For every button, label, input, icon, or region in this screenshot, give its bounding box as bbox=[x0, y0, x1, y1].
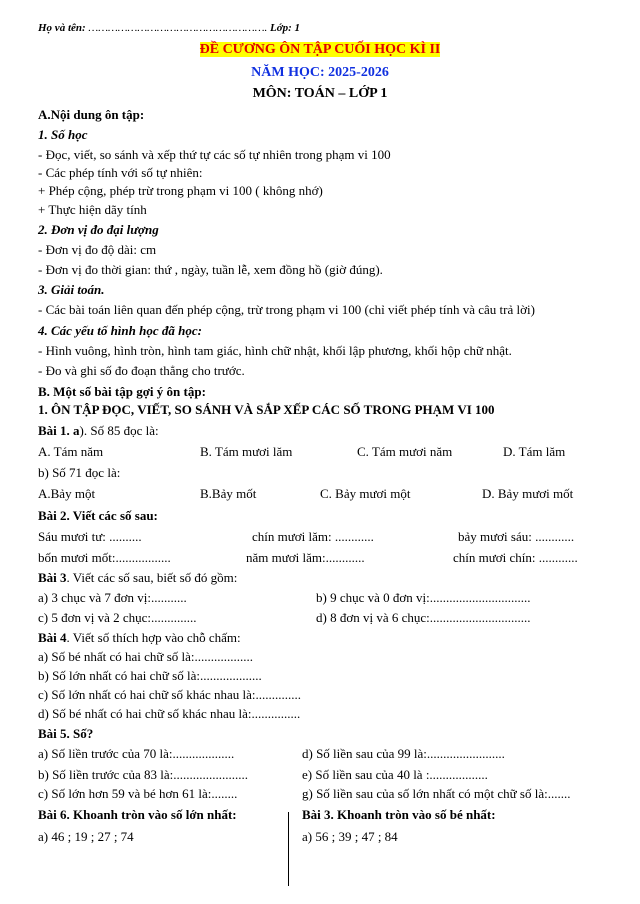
bai1-b-option: C. Bảy mươi một bbox=[320, 486, 411, 501]
title-line bbox=[0, 41, 640, 57]
bai4-item: b) Số lớn nhất có hai chữ số là:................... bbox=[38, 668, 262, 683]
bai1-b-question: b) Số 71 đọc là: bbox=[38, 465, 121, 480]
section-a-4-title: 4. Các yếu tố hình học đã học: bbox=[38, 323, 202, 338]
bai3-item: b) 9 chục và 0 đơn vị:............................... bbox=[316, 590, 531, 605]
bai5-left-item: b) Số liền trước của 83 là:....................... bbox=[38, 767, 248, 782]
bai1-a-option: D. Tám lăm bbox=[503, 444, 566, 459]
section-a-title: A.Nội dung ôn tập: bbox=[38, 107, 145, 122]
bai4-item: a) Số bé nhất có hai chữ số là:.................. bbox=[38, 649, 254, 664]
section-a-1-title: 1. Số học bbox=[38, 127, 88, 142]
bai1-b-option: A.Bảy một bbox=[38, 486, 96, 501]
bai5-right-item: d) Số liền sau của 99 là:........................ bbox=[302, 746, 505, 761]
section-a-3-title: 3. Giải toán. bbox=[38, 282, 105, 297]
bai2-item: năm mươi lăm:............ bbox=[246, 550, 365, 565]
section-a-1-line: + Thực hiện dãy tính bbox=[38, 202, 147, 217]
name-dots: ………………………………………………. bbox=[85, 22, 268, 34]
bai6-item: a) 46 ; 19 ; 27 ; 74 bbox=[38, 829, 134, 844]
bai1-a-option: A. Tám năm bbox=[38, 444, 104, 459]
column-divider bbox=[288, 812, 289, 886]
section-a-4-line: - Hình vuông, hình tròn, hình tam giác, hình chữ nhật, khối lập phương, khối hộp chữ nhật. bbox=[38, 343, 512, 358]
bai4-question bbox=[38, 630, 241, 645]
section-a-4-line: - Đo và ghi số đo đoạn thẳng cho trước. bbox=[38, 363, 245, 378]
name-label: Họ và tên: bbox=[38, 22, 86, 34]
part-1-title: 1. ÔN TẬP ĐỌC, VIẾT, SO SÁNH VÀ SẮP XẾP CÁC SỐ TRONG PHẠM VI 100 bbox=[38, 402, 495, 417]
bai2-title: Bài 2. Viết các số sau: bbox=[38, 508, 158, 523]
bai3-item: c) 5 đơn vị và 2 chục:.............. bbox=[38, 610, 197, 625]
section-a-2-line: - Đơn vị đo thời gian: thứ , ngày, tuần lễ, xem đồng hồ (giờ đúng). bbox=[38, 262, 383, 277]
bai2-item: bốn mươi mốt:................. bbox=[38, 550, 171, 565]
section-a-1-line: + Phép cộng, phép trừ trong phạm vi 100 ( không nhớ) bbox=[38, 183, 323, 198]
bai4-text: . Viết số thích hợp vào chỗ chấm: bbox=[66, 630, 241, 645]
bai3b-item: a) 56 ; 39 ; 47 ; 84 bbox=[302, 829, 398, 844]
school-year: NĂM HỌC: 2025-2026 bbox=[251, 65, 389, 80]
bai1-text: ). Số 85 đọc là: bbox=[79, 423, 159, 438]
bai5-right-item: e) Số liền sau của 40 là :.................. bbox=[302, 767, 488, 782]
bai5-left-item: c) Số lớn hơn 59 và bé hơn 61 là:........ bbox=[38, 786, 238, 801]
bai1-b-option: B.Bảy mốt bbox=[200, 486, 257, 501]
section-a-3-line: - Các bài toán liên quan đến phép cộng, trừ trong phạm vi 100 (chỉ viết phép tính và câu trả lời) bbox=[38, 302, 535, 317]
bai5-left-item: a) Số liền trước của 70 là:................... bbox=[38, 746, 235, 761]
bai4-item: c) Số lớn nhất có hai chữ số khác nhau là:.............. bbox=[38, 687, 302, 702]
bai6-title: Bài 6. Khoanh tròn vào số lớn nhất: bbox=[38, 807, 237, 822]
bai5-right-item: g) Số liền sau của số lớn nhất có một chữ số là:....... bbox=[302, 786, 571, 801]
section-a-2-title: 2. Đơn vị đo đại lượng bbox=[38, 222, 159, 237]
bai3-label: Bài 3 bbox=[38, 570, 67, 585]
class-label: Lớp: 1 bbox=[269, 22, 301, 34]
bai3-question bbox=[38, 570, 237, 585]
bai2-item: Sáu mươi tư: .......... bbox=[38, 529, 142, 544]
subject-heading: MÔN: TOÁN – LỚP 1 bbox=[252, 86, 388, 101]
bai3-item: a) 3 chục và 7 đơn vị:........... bbox=[38, 590, 187, 605]
bai2-item: bảy mươi sáu: ............ bbox=[458, 529, 575, 544]
page-title: ĐỀ CƯƠNG ÔN TẬP CUỐI HỌC KÌ II bbox=[199, 42, 441, 57]
bai1-b-option: D. Bảy mươi mốt bbox=[482, 486, 574, 501]
bai3b-title: Bài 3. Khoanh tròn vào số bé nhất: bbox=[302, 807, 496, 822]
bai5-title: Bài 5. Số? bbox=[38, 726, 94, 741]
name-line bbox=[38, 21, 300, 36]
bai3-text: . Viết các số sau, biết số đó gồm: bbox=[66, 570, 238, 585]
section-a-1-line: - Đọc, viết, so sánh và xếp thứ tự các số tự nhiên trong phạm vi 100 bbox=[38, 147, 391, 162]
bai4-label: Bài 4 bbox=[38, 630, 67, 645]
bai2-item: chín mươi chín: ............ bbox=[453, 550, 578, 565]
bai1-question bbox=[38, 423, 159, 438]
bai1-label: Bài 1. a bbox=[38, 423, 80, 438]
bai1-a-option: C. Tám mươi năm bbox=[357, 444, 453, 459]
bai2-item: chín mươi lăm: ............ bbox=[252, 529, 374, 544]
bai4-item: d) Số bé nhất có hai chữ số khác nhau là:............... bbox=[38, 706, 301, 721]
section-a-1-line: - Các phép tính với số tự nhiên: bbox=[38, 165, 203, 180]
section-a-2-line: - Đơn vị đo độ dài: cm bbox=[38, 242, 157, 257]
bai1-a-option: B. Tám mươi lăm bbox=[200, 444, 293, 459]
section-b-title: B. Một số bài tập gợi ý ôn tập: bbox=[38, 384, 206, 399]
bai3-item: d) 8 đơn vị và 6 chục:............................... bbox=[316, 610, 531, 625]
